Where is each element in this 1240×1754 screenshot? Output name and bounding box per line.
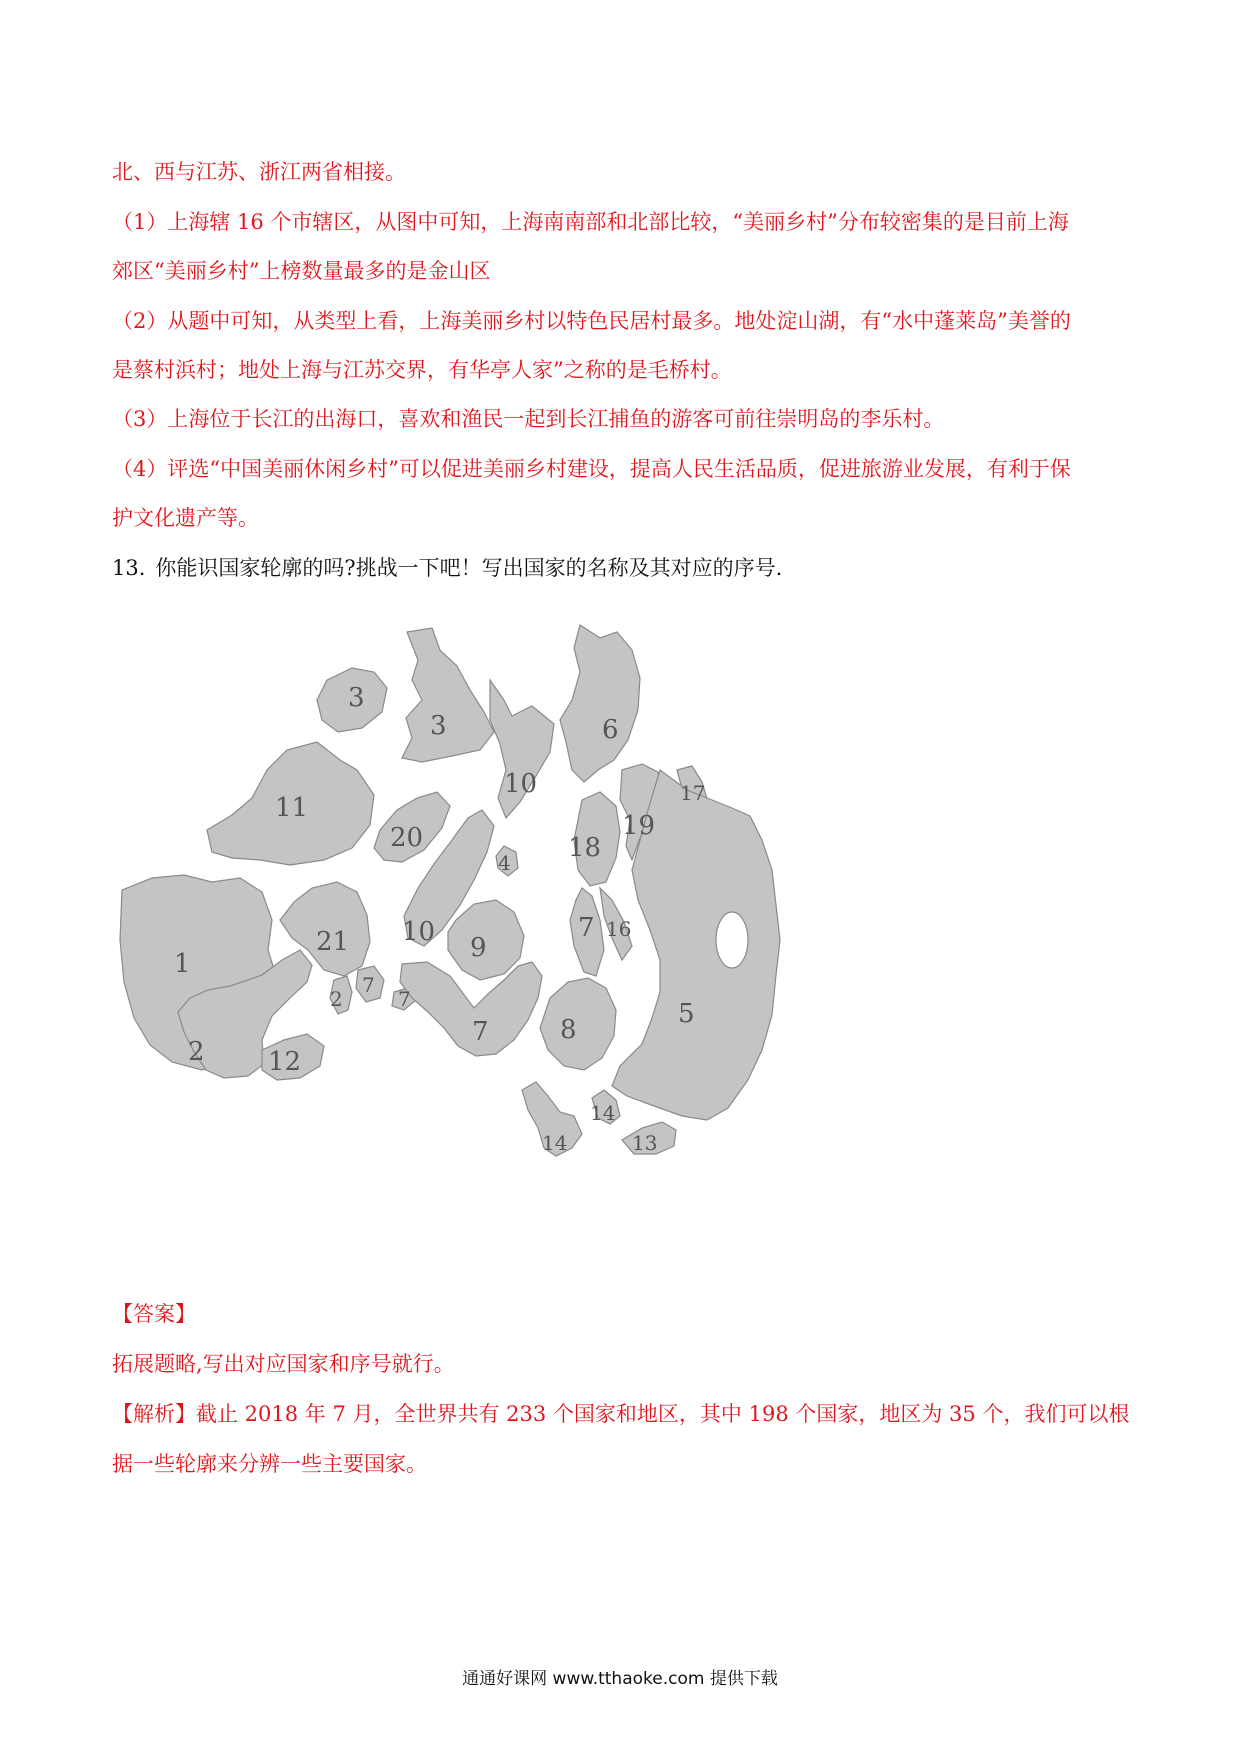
analysis-heading: 【解析】 [112, 1402, 196, 1426]
page-footer: 通通好课网 www.tthaoke.com 提供下载 [462, 1669, 778, 1689]
map-label-14-right: 14 [590, 1101, 616, 1125]
answer-line-2: （1）上海辖 16 个市辖区，从图中可知，上海南南部和北部比较，“美丽乡村”分布较密集的是目前上海 [112, 210, 1069, 234]
answer-text: 拓展题略,写出对应国家和序号就行。 [112, 1352, 455, 1376]
map-label-17: 17 [680, 781, 706, 805]
country-outline-map [112, 620, 872, 1260]
map-label-21: 21 [316, 927, 350, 957]
map-label-7-right: 7 [578, 913, 595, 943]
map-label-3-west: 3 [348, 683, 365, 713]
answer-line-1: 北、西与江苏、浙江两省相接。 [112, 160, 406, 184]
map-label-5: 5 [678, 999, 695, 1029]
map-label-14-left: 14 [542, 1131, 568, 1155]
map-label-6: 6 [602, 715, 619, 745]
map-label-8: 8 [560, 1015, 577, 1045]
analysis-text-1: 截止 2018 年 7 月，全世界共有 233 个国家和地区，其中 198 个国家，地区为 35 个，我们可以根 [196, 1402, 1130, 1426]
answer-line-6: （3）上海位于长江的出海口，喜欢和渔民一起到长江捕鱼的游客可前往崇明岛的李乐村。 [112, 407, 945, 431]
question-number: 13. [112, 556, 146, 580]
answer-line-7: （4）评选“中国美丽休闲乡村”可以促进美丽乡村建设，提高人民生活品质，促进旅游业发展，有利于保 [112, 457, 1071, 481]
map-label-2-island: 2 [330, 987, 343, 1011]
question-text: 你能识国家轮廓的吗?挑战一下吧！写出国家的名称及其对应的序号. [155, 556, 783, 580]
map-label-10-top: 10 [504, 769, 538, 799]
map-label-12: 12 [268, 1047, 302, 1077]
map-label-9: 9 [470, 933, 487, 963]
answer-line-4: （2）从题中可知，从类型上看，上海美丽乡村以特色民居村最多。地处淀山湖，有“水中蓬莱岛”美誉的 [112, 309, 1071, 333]
map-label-18: 18 [568, 833, 602, 863]
question-13 [112, 554, 782, 582]
map-label-19: 19 [622, 811, 656, 841]
map-label-20: 20 [390, 823, 424, 853]
analysis-line-2: 据一些轮廓来分辨一些主要国家。 [112, 1452, 427, 1476]
map-label-7-main: 7 [472, 1017, 489, 1047]
map-label-10-mid: 10 [402, 917, 436, 947]
answer-line-8: 护文化遗产等。 [112, 506, 259, 530]
map-label-3-east: 3 [430, 711, 447, 741]
map-label-13: 13 [632, 1131, 658, 1155]
answer-heading: 【答案】 [112, 1302, 196, 1326]
map-label-4: 4 [498, 851, 511, 875]
map-label-11: 11 [275, 793, 309, 823]
map-label-1: 1 [174, 949, 191, 979]
shape-6 [560, 625, 640, 782]
map-label-7-island-a: 7 [362, 973, 375, 997]
shape-8 [540, 978, 616, 1070]
map-label-2-main: 2 [188, 1037, 205, 1067]
map-label-16: 16 [606, 917, 632, 941]
shape-7-main [400, 962, 542, 1056]
answer-line-5: 是蔡村浜村；地处上海与江苏交界，有华亭人家”之称的是毛桥村。 [112, 358, 732, 382]
shape-5-lake [716, 912, 748, 968]
analysis-line-1 [112, 1400, 1129, 1428]
shape-3-east [402, 628, 494, 762]
answer-line-3: 郊区“美丽乡村”上榜数量最多的是金山区 [112, 259, 491, 283]
map-label-7-island-b: 7 [398, 987, 411, 1011]
